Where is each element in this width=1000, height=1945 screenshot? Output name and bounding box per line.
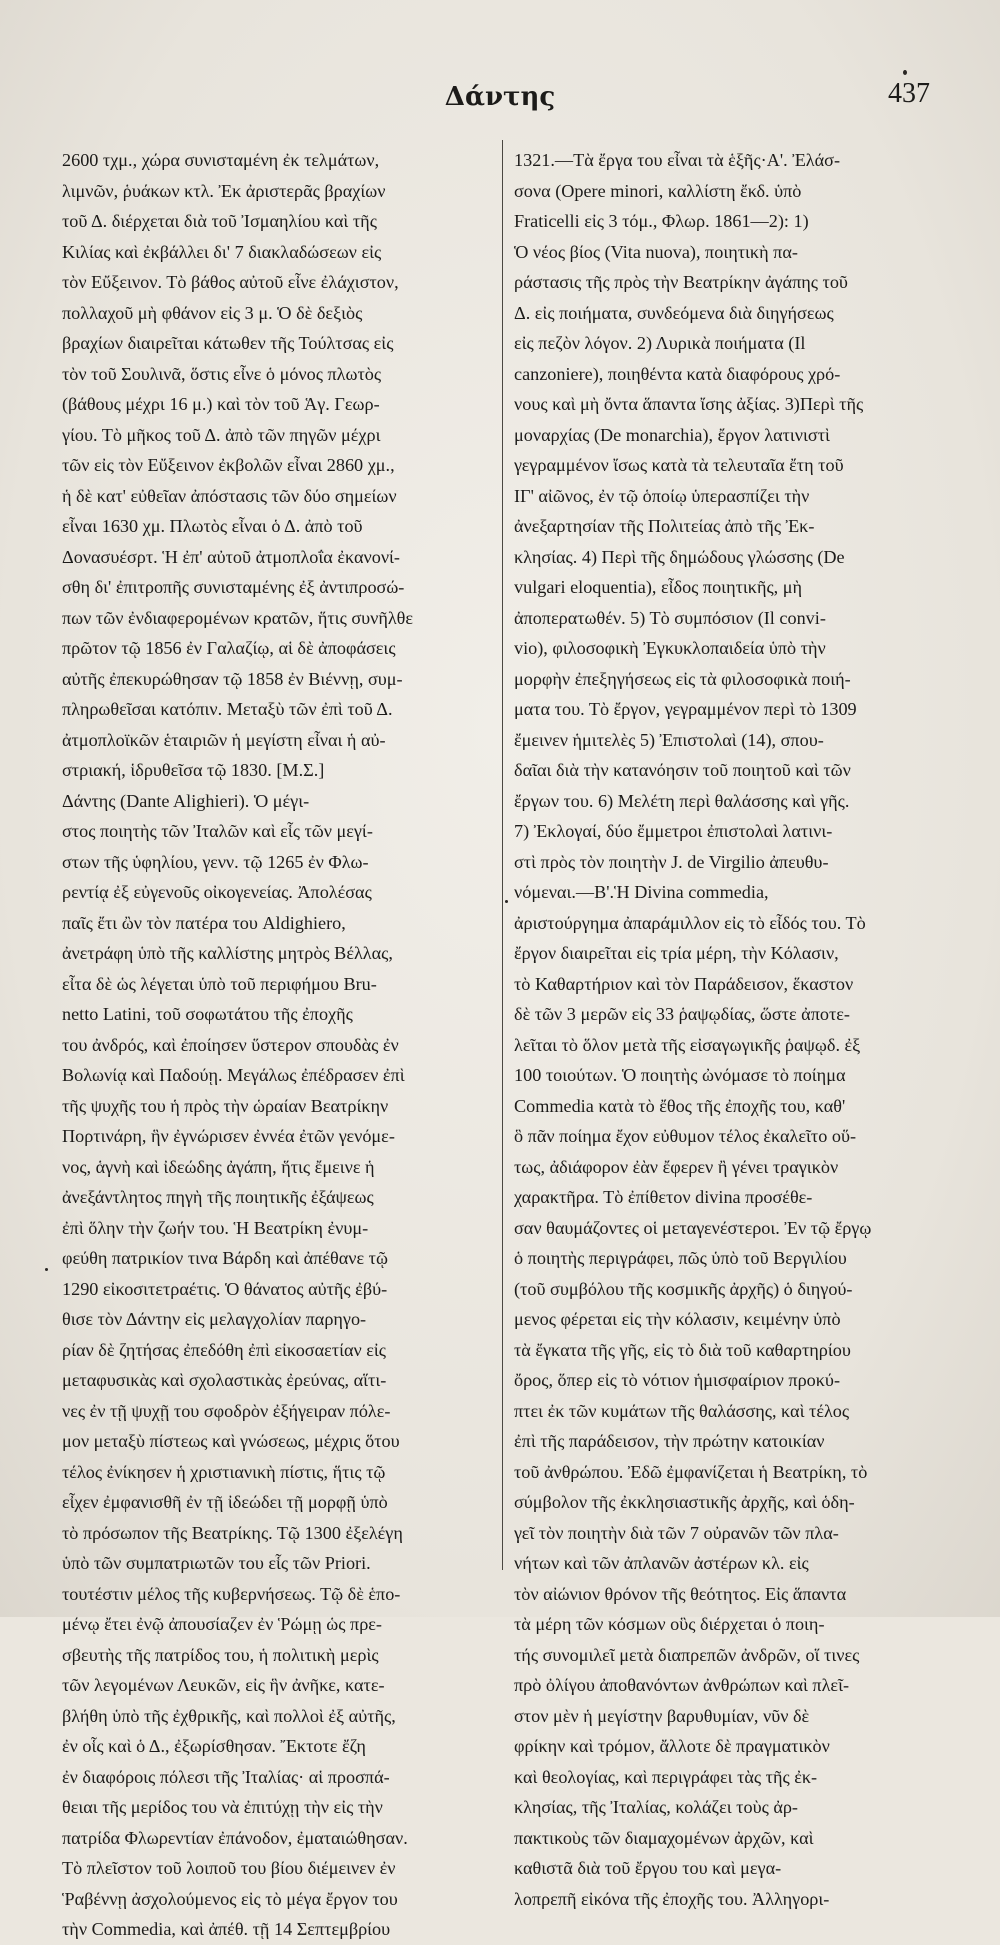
- text-line: στος ποιητὴς τῶν Ἰταλῶν καὶ εἷς τῶν μεγί-: [62, 821, 373, 841]
- print-speck: [903, 70, 907, 75]
- text-line: μον μεταξὺ πίστεως καὶ γνώσεως, μέχρις ὅτου: [62, 1431, 400, 1451]
- text-line: τὸν τοῦ Σουλινᾶ, ὅστις εἶνε ὁ μόνος πλωτὸς: [62, 363, 382, 384]
- text-line: Fraticelli εἰς 3 τόμ., Φλωρ. 1861—2): 1): [514, 211, 809, 231]
- text-line: 1290 εἰκοσιτετραέτις. Ὁ θάνατος αὐτῆς ἐβύ-: [62, 1278, 388, 1299]
- text-line: vio), φιλοσοφικὴ Ἐγκυκλοπαιδεία ὑπὸ τὴν: [514, 638, 826, 658]
- left-text-column: [62, 145, 492, 1945]
- text-line: ὁ ποιητὴς περιγράφει, πῶς ὑπὸ τοῦ Βεργιλίου: [514, 1248, 847, 1268]
- text-line: ράστασις τῆς πρὸς τὴν Βεατρίκην ἀγάπης τοῦ: [514, 272, 848, 292]
- text-line: πτει ἐκ τῶν κυμάτων τῆς θαλάσσης, καὶ τέλος: [514, 1400, 850, 1421]
- text-line: ἐν οἷς καὶ ὁ Δ., ἐξωρίσθησαν. Ἔκτοτε ἔζη: [62, 1736, 366, 1756]
- text-line: του ἀνδρός, καὶ ἐποίησεν ὕστερον σπουδὰς ἐν: [62, 1034, 399, 1055]
- text-line: σύμβολον τῆς ἐκκλησιαστικῆς ἀρχῆς, καὶ ὁδη-: [514, 1492, 855, 1512]
- text-line: Κιλίας καὶ ἐκβάλλει δι' 7 διακλαδώσεων εἰς: [62, 241, 382, 262]
- text-line: βραχίων διαιρεῖται κάτωθεν τῆς Τούλτσας εἰς: [62, 333, 394, 353]
- text-line: τὸ πρόσωπον τῆς Βεατρίκης. Τῷ 1300 ἐξελέγη: [62, 1522, 403, 1543]
- text-line: νήτων καὶ τῶν ἀπλανῶν ἀστέρων κλ. εἰς: [514, 1553, 809, 1573]
- text-line: μένῳ ἔτει ἐνῷ ἀπουσίαζεν ἐν Ῥώμῃ ὡς πρε-: [62, 1614, 382, 1634]
- text-line: ἀποπερατωθέν. 5) Τὸ συμπόσιον (Il convi-: [514, 607, 826, 628]
- text-line: τέλος ἐνίκησεν ἡ χριστιανικὴ πίστις, ἥτις τῷ: [62, 1461, 386, 1482]
- text-line: Commedia κατὰ τὸ ἔθος τῆς ἐποχῆς του, καθ': [514, 1095, 846, 1116]
- text-line: ἀτμοπλοϊκῶν ἑταιριῶν ἡ μεγίστη εἶναι ἡ αὐ-: [62, 729, 386, 750]
- text-line: πρῶτον τῷ 1856 ἐν Γαλαζίῳ, αἱ δὲ ἀποφάσεις: [62, 638, 396, 658]
- text-line: ἔμεινεν ἡμιτελὲς 5) Ἐπιστολαὶ (14), σπου-: [514, 729, 824, 750]
- text-line: φεύθη πατρικίον τινα Βάρδη καὶ ἀπέθανε τῷ: [62, 1248, 388, 1268]
- text-line: νος, ἁγνὴ καὶ ἰδεώδης ἀγάπη, ἥτις ἔμεινε ἡ: [62, 1156, 375, 1177]
- print-speck: [45, 1268, 48, 1271]
- text-line: πολλαχοῦ μὴ φθάνον εἰς 3 μ. Ὁ δὲ δεξιὸς: [62, 302, 363, 323]
- text-line: Πορτινάρη, ἣν ἐγνώρισεν ἐννέα ἐτῶν γενόμε-: [62, 1126, 395, 1146]
- text-line: σθη δι' ἐπιτροπῆς συνισταμένης ἐξ ἀντιπροσώ-: [62, 577, 405, 597]
- text-line: κλησίας. 4) Περὶ τῆς δημώδους γλώσσης (De: [514, 546, 845, 567]
- text-line: φρίκην καὶ τρόμον, ἄλλοτε δὲ πραγματικὸν: [514, 1736, 830, 1756]
- text-line: σβευτὴς τῆς πατρίδος του, ἡ πολιτικὴ μερὶς: [62, 1644, 379, 1665]
- text-line: λιμνῶν, ῥυάκων κτλ. Ἐκ ἀριστερᾶς βραχίων: [62, 180, 386, 201]
- text-line: πληρωθεῖσαι κατόπιν. Μεταξὺ τῶν ἐπὶ τοῦ Δ.: [62, 699, 393, 719]
- running-head: Δάντης: [444, 82, 556, 112]
- text-line: ἀριστούργημα ἀπαράμιλλον εἰς τὸ εἶδός του. Τὸ: [514, 912, 866, 933]
- text-line: παῖς ἔτι ὢν τὸν πατέρα του Aldighiero,: [62, 912, 346, 933]
- text-line: ὑπὸ τῶν συμπατριωτῶν του εἷς τῶν Priori.: [62, 1553, 371, 1573]
- text-line: νους καὶ μὴ ὄντα ἅπαντα ἴσης ἀξίας. 3)Περὶ τῆς: [514, 394, 864, 414]
- text-line: 100 τοιούτων. Ὁ ποιητὴς ὠνόμασε τὸ ποίημα: [514, 1065, 846, 1085]
- text-line: πρὸ ὀλίγου ἀποθανόντων ἀνθρώπων καὶ πλεῖ-: [514, 1675, 850, 1695]
- text-line: λεῖται τὸ ὅλον μετὰ τῆς εἰσαγωγικῆς ῥαψῳδ. ἐξ: [514, 1034, 861, 1055]
- text-line: canzoniere), ποιηθέντα κατὰ διαφόρους χρό-: [514, 363, 841, 384]
- text-line: 2600 τχμ., χώρα συνισταμένη ἐκ τελμάτων,: [62, 150, 380, 170]
- text-line: στριακή, ἱδρυθεῖσα τῷ 1830. [Μ.Σ.]: [62, 760, 325, 780]
- text-line: ΙΓ' αἰῶνος, ἐν τῷ ὁποίῳ ὑπερασπίζει τὴν: [514, 485, 810, 506]
- text-line: εἶναι 1630 χμ. Πλωτὸς εἶναι ὁ Δ. ἀπὸ τοῦ: [62, 516, 363, 536]
- text-line: Βολωνίᾳ καὶ Παδούῃ. Μεγάλως ἐπέδρασεν ἐπὶ: [62, 1065, 405, 1085]
- page-number: 437: [888, 78, 930, 109]
- text-line: εἶτα δὲ ὡς λέγεται ὑπὸ τοῦ περιφήμου Bru-: [62, 973, 377, 994]
- text-line: θειαι τῆς μερίδος του νὰ ἐπιτύχῃ τὴν εἰς τὴν: [62, 1797, 383, 1817]
- text-line: τὸν αἰώνιον θρόνον τῆς θεότητος. Εἰς ἅπαντα: [514, 1583, 847, 1604]
- text-line: ἀνεξαρτησίαν τῆς Πολιτείας ἀπὸ τῆς Ἐκ-: [514, 516, 815, 536]
- text-line: vulgari eloquentia), εἶδος ποιητικῆς, μὴ: [514, 577, 803, 597]
- text-line: τής συνομιλεῖ μετὰ διαπρεπῶν ἀνδρῶν, οἵ τινες: [514, 1644, 860, 1665]
- text-line: στον μὲν ἡ μεγίστην βαρυθυμίαν, νῦν δὲ: [514, 1705, 810, 1726]
- text-line: τουτέστιν μέλος τῆς κυβερνήσεως. Τῷ δὲ ἑπο-: [62, 1583, 401, 1604]
- text-line: εἶχεν ἐμφανισθῆ ἐν τῇ ἰδεώδει τῇ μορφῇ ὑπὸ: [62, 1492, 388, 1512]
- text-line: ἔργον διαιρεῖται εἰς τρία μέρη, τὴν Κόλασιν,: [514, 943, 839, 963]
- text-line: ἐπὶ τῆς παράδεισον, τὴν πρώτην κατοικίαν: [514, 1431, 825, 1451]
- text-line: γίου. Τὸ μῆκος τοῦ Δ. ἀπὸ τῶν πηγῶν μέχρι: [62, 424, 381, 445]
- text-line: πατρίδα Φλωρεντίαν ἐπάνοδον, ἐματαιώθησαν.: [62, 1827, 408, 1848]
- text-line: τοῦ Δ. διέρχεται διὰ τοῦ Ἰσμαηλίου καὶ τῆς: [62, 211, 377, 231]
- text-line: αὐτῆς ἐπεκυρώθησαν τῷ 1858 ἐν Βιέννῃ, συμ-: [62, 668, 403, 689]
- text-line: μεταφυσικὰς καὶ σχολαστικὰς ἐρεύνας, αἵτι-: [62, 1370, 387, 1390]
- text-line: δαῖαι διὰ τὴν κατανόησιν τοῦ ποιητοῦ καὶ τῶν: [514, 760, 851, 780]
- text-line: γεῖ τὸν ποιητὴν διὰ τῶν 7 οὐρανῶν τῶν πλα-: [514, 1522, 839, 1543]
- text-line: κλησίας, τῆς Ἰταλίας, κολάζει τοὺς ἀρ-: [514, 1797, 798, 1817]
- column-divider: [502, 140, 503, 1570]
- text-line: ἀνεξάντλητος πηγὴ τῆς ποιητικῆς ἐξάψεως: [62, 1187, 374, 1207]
- text-line: ἡ δὲ κατ' εὐθεῖαν ἀπόστασις τῶν δύο σημείων: [62, 485, 397, 506]
- text-line: δὲ τῶν 3 μερῶν εἰς 33 ῥαψῳδίας, ὥστε ἀποτε-: [514, 1004, 850, 1024]
- text-line: Δ. εἰς ποιήματα, συνδεόμενα διὰ διηγήσεως: [514, 302, 834, 323]
- text-line: τὸν Εὔξεινον. Τὸ βάθος αὐτοῦ εἶνε ἐλάχιστον,: [62, 272, 399, 292]
- text-line: ἔργων του. 6) Μελέτη περὶ θαλάσσης καὶ γῆς.: [514, 790, 850, 811]
- text-line: μενος φέρεται εἰς τὴν κόλασιν, κειμένην ὑπὸ: [514, 1309, 841, 1329]
- text-line: γεγραμμένον ἴσως κατὰ τὰ τελευταῖα ἔτη τοῦ: [514, 455, 844, 475]
- text-line: νες ἐν τῇ ψυχῇ του σφοδρὸν ἐξήγειραν πόλε-: [62, 1400, 391, 1421]
- text-line: τὴν Commedia, καὶ ἀπέθ. τῇ 14 Σεπτεμβρίου: [62, 1919, 391, 1939]
- text-line: 1321.—Τὰ ἔργα του εἶναι τὰ ἑξῆς·Α'. Ἐλάσ-: [514, 150, 841, 170]
- text-line: ρεντίᾳ ἐξ εὐγενοῦς οἰκογενείας. Ἀπολέσας: [62, 882, 372, 902]
- text-line: στων τῆς ὑφηλίου, γενν. τῷ 1265 ἐν Φλω-: [62, 851, 369, 872]
- text-line: πων τῶν ἐνδιαφερομένων κρατῶν, ἥτις συνῆλθε: [62, 607, 414, 628]
- text-line: θισε τὸν Δάντην εἰς μελαγχολίαν παρηγο-: [62, 1309, 367, 1329]
- text-line: σαν θαυμάζοντες οἱ μεταγενέστεροι. Ἐν τῷ ἔργῳ: [514, 1217, 872, 1238]
- text-line: χαρακτῆρα. Τὸ ἐπίθετον divina προσέθε-: [514, 1187, 813, 1207]
- text-line: τὰ μέρη τῶν κόσμων οὓς διέρχεται ὁ ποιη-: [514, 1614, 825, 1634]
- text-line: Δάντης (Dante Alighieri). Ὁ μέγι-: [62, 790, 310, 811]
- text-line: στὶ πρὸς τὸν ποιητὴν J. de Virgilio ἀπευθυ-: [514, 851, 829, 872]
- text-line: ὃ πᾶν ποίημα ἔχον εὐθυμον τέλος ἐκαλεῖτο οὕ-: [514, 1126, 857, 1146]
- text-line: ἐν διαφόροις πόλεσι τῆς Ἰταλίας· αἱ προσπά-: [62, 1766, 390, 1787]
- right-text-column: [514, 145, 944, 1914]
- print-speck: [505, 900, 508, 903]
- text-line: ρίαν δὲ ζητήσας ἐπεδόθη ἐπὶ εἰκοσαετίαν εἰς: [62, 1339, 386, 1360]
- text-line: τοῦ ἀνθρώπου. Ἐδῶ ἐμφανίζεται ἡ Βεατρίκη, τὸ: [514, 1461, 868, 1482]
- text-line: βλήθη ὑπὸ τῆς ἐχθρικῆς, καὶ πολλοὶ ἐξ αὐτῆς,: [62, 1705, 396, 1726]
- text-line: καὶ θεολογίας, καὶ περιγράφει τὰς τῆς ἐκ-: [514, 1766, 818, 1787]
- text-line: εἰς πεζὸν λόγον. 2) Λυρικὰ ποιήματα (Il: [514, 333, 806, 353]
- text-line: (βάθους μέχρι 16 μ.) καὶ τὸν τοῦ Ἁγ. Γεωρ-: [62, 394, 380, 414]
- text-line: τὸ Καθαρτήριον καὶ τὸν Παράδεισον, ἕκαστον: [514, 973, 854, 994]
- text-line: μορφὴν ἐπεξηγήσεως εἰς τὰ φιλοσοφικὰ ποιή-: [514, 668, 851, 689]
- text-line: ὄρος, ὅπερ εἰς τὸ νότιον ἡμισφαίριον προκύ-: [514, 1370, 840, 1390]
- text-line: τὰ ἔγκατα τῆς γῆς, εἰς τὸ διὰ τοῦ καθαρτηρίου: [514, 1339, 851, 1360]
- text-line: μοναρχίας (De monarchia), ἔργον λατινιστὶ: [514, 424, 830, 445]
- text-line: σονα (Opere minori, καλλίστη ἔκδ. ὑπὸ: [514, 180, 802, 201]
- text-line: πακτικοὺς τῶν διαμαχομένων ἀρχῶν, καὶ: [514, 1827, 814, 1848]
- text-line: τῆς ψυχῆς του ἡ πρὸς τὴν ὡραίαν Βεατρίκην: [62, 1095, 389, 1116]
- text-line: (τοῦ συμβόλου τῆς κοσμικῆς ἀρχῆς) ὁ διηγού-: [514, 1278, 853, 1299]
- text-line: netto Latini, τοῦ σοφωτάτου τῆς ἐποχῆς: [62, 1004, 353, 1024]
- text-line: τῶν εἰς τὸν Εὔξεινον ἐκβολῶν εἶναι 2860 χμ.,: [62, 455, 395, 475]
- text-line: νόμεναι.—Β'.Ἡ Divina commedia,: [514, 882, 769, 902]
- page-header: [60, 78, 940, 118]
- text-line: Ῥαβέννῃ ἀσχολούμενος εἰς τὸ μέγα ἔργον του: [62, 1888, 398, 1909]
- text-line: τως, ἀδιάφορον ἐὰν ἔφερεν ἢ γένει τραγικὸν: [514, 1156, 839, 1177]
- text-line: λοπρεπῆ εἰκόνα τῆς ἐποχῆς του. Ἀλληγορι-: [514, 1888, 830, 1909]
- text-line: Δονασυέσρτ. Ἡ ἐπ' αὐτοῦ ἀτμοπλοΐα ἐκανονί-: [62, 546, 400, 567]
- text-line: Ὁ νέος βίος (Vita nuova), ποιητικὴ πα-: [514, 241, 798, 262]
- text-line: καθιστᾶ διὰ τοῦ ἔργου του καὶ μεγα-: [514, 1858, 782, 1878]
- text-line: ματα του. Τὸ ἔργον, γεγραμμένον περὶ τὸ 1309: [514, 699, 857, 719]
- text-line: ἀνετράφη ὑπὸ τῆς καλλίστης μητρὸς Βέλλας,: [62, 943, 393, 963]
- text-line: τῶν λεγομένων Λευκῶν, εἰς ἣν ἀνῆκε, κατε-: [62, 1675, 385, 1695]
- text-line: Τὸ πλεῖστον τοῦ λοιποῦ του βίου διέμεινεν ἐν: [62, 1858, 396, 1878]
- text-line: ἐπὶ ὅλην τὴν ζωήν του. Ἡ Βεατρίκη ἐνυμ-: [62, 1217, 369, 1238]
- text-line: 7) Ἐκλογαί, δύο ἔμμετροι ἐπιστολαὶ λατινι-: [514, 821, 833, 841]
